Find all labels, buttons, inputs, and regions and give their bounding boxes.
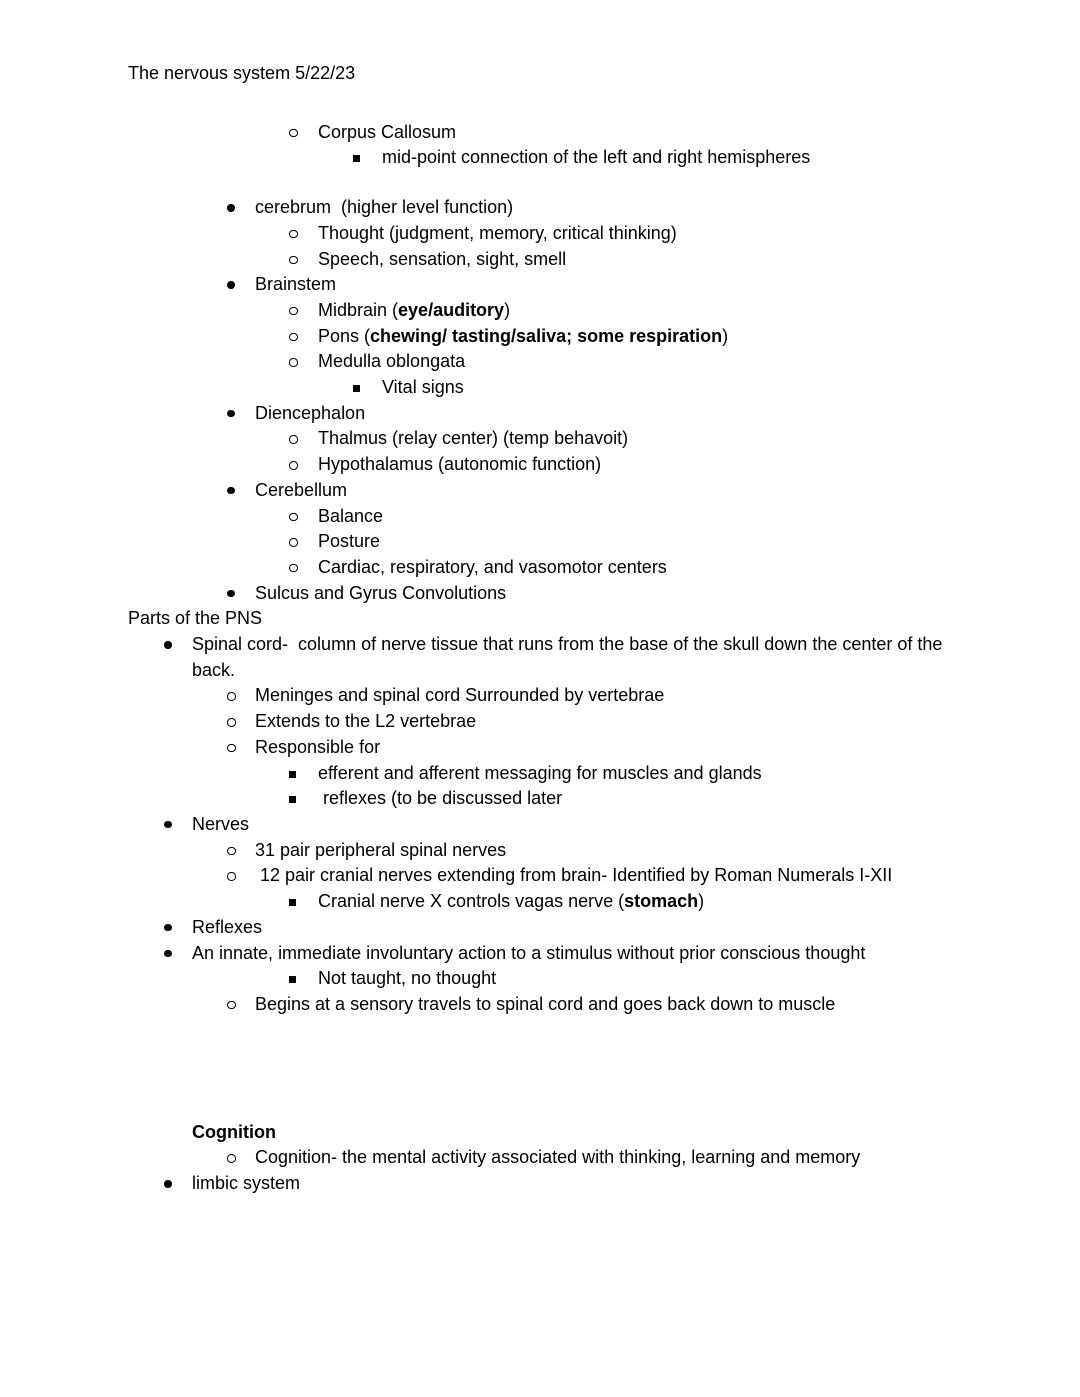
bullet-circle-icon [289, 307, 298, 316]
bullet-circle-icon [227, 744, 236, 753]
section-heading [0, 606, 1080, 632]
list-item-text: Balance [318, 505, 384, 526]
list-item-text: Reflexes [192, 916, 263, 937]
list-item [0, 452, 1080, 478]
list-item [0, 838, 1080, 864]
bullet-square-icon [289, 976, 296, 983]
list-item-text: Not taught, no thought [318, 968, 497, 989]
subsection-heading [0, 1120, 1080, 1146]
list-item-text: Meninges and spinal cord Surrounded by vertebrae [255, 685, 665, 706]
bullet-circle-icon [289, 538, 298, 547]
bullet-circle-icon [289, 256, 298, 265]
bullet-square-icon [289, 796, 296, 803]
list-item [0, 915, 1080, 941]
subsection-heading-text: Cognition [192, 1121, 276, 1142]
list-item [0, 529, 1080, 555]
list-item [0, 375, 1080, 401]
list-item [0, 992, 1080, 1018]
list-item [0, 195, 1080, 221]
list-item-text: Corpus Callosum [318, 121, 457, 142]
bullet-disc-icon [164, 924, 172, 932]
bullet-circle-icon [227, 847, 236, 856]
bullet-disc-icon [227, 204, 235, 212]
list-item [0, 632, 1080, 683]
bullet-circle-icon [227, 718, 236, 727]
list-item [0, 401, 1080, 427]
list-item-text: Cerebellum [255, 479, 348, 500]
list-item [0, 504, 1080, 530]
list-item [0, 1171, 1080, 1197]
list-item [0, 426, 1080, 452]
list-item [0, 247, 1080, 273]
list-item [0, 812, 1080, 838]
list-item [0, 735, 1080, 761]
section-heading-text: Parts of the PNS [128, 608, 263, 629]
list-item-text: 12 pair cranial nerves extending from brain- Identified by Roman Numerals I-XII [255, 865, 893, 886]
list-item [0, 709, 1080, 735]
list-item-text: Thought (judgment, memory, critical thinking) [318, 222, 677, 243]
list-item [0, 889, 1080, 915]
list-item [0, 221, 1080, 247]
list-item-text: Begins at a sensory travels to spinal cord and goes back down to muscle [255, 993, 836, 1014]
bullet-square-icon [353, 385, 360, 392]
list-item-text: Posture [318, 531, 381, 552]
list-item-text: 31 pair peripheral spinal nerves [255, 839, 507, 860]
list-item-text: Vital signs [382, 377, 464, 398]
list-item-text: Hypothalamus (autonomic function) [318, 454, 602, 475]
list-item-text: Sulcus and Gyrus Convolutions [255, 582, 507, 603]
list-item-text: Pons (chewing/ tasting/saliva; some respiration) [318, 325, 729, 346]
bullet-disc-icon [227, 410, 235, 418]
list-item [0, 324, 1080, 350]
list-item [0, 272, 1080, 298]
bullet-circle-icon [289, 129, 298, 138]
page-title [0, 61, 1080, 87]
bullet-circle-icon [227, 1001, 236, 1010]
list-item-text: Nerves [192, 813, 250, 834]
bullet-circle-icon [289, 564, 298, 573]
list-item [0, 941, 1080, 967]
list-item-text: Thalmus (relay center) (temp behavoit) [318, 428, 629, 449]
list-item-text: reflexes (to be discussed later [318, 788, 563, 809]
list-item [0, 349, 1080, 375]
list-item-text: Speech, sensation, sight, smell [318, 248, 567, 269]
list-item-text: Midbrain (eye/auditory) [318, 299, 511, 320]
list-item-text: Diencephalon [255, 402, 366, 423]
bullet-circle-icon [289, 513, 298, 522]
bullet-circle-icon [227, 1154, 236, 1163]
list-item-text: cerebrum (higher level function) [255, 197, 514, 218]
list-item-text: limbic system [192, 1173, 301, 1194]
bullet-circle-icon [227, 872, 236, 881]
list-item-text: Cardiac, respiratory, and vasomotor centers [318, 556, 667, 577]
bullet-disc-icon [164, 1180, 172, 1188]
bullet-circle-icon [289, 358, 298, 367]
list-item-text: Cognition- the mental activity associated with thinking, learning and memory [255, 1147, 861, 1168]
bullet-disc-icon [164, 821, 172, 829]
list-item-text: efferent and afferent messaging for muscles and glands [318, 762, 762, 783]
bullet-circle-icon [289, 333, 298, 342]
list-item-text: Cranial nerve X controls vagas nerve (stomach) [318, 891, 705, 912]
bullet-disc-icon [164, 950, 172, 958]
bullet-circle-icon [227, 692, 236, 701]
list-item [0, 298, 1080, 324]
list-item-text: An innate, immediate involuntary action to a stimulus without prior conscious thought [192, 942, 866, 963]
list-item-text: Medulla oblongata [318, 351, 466, 372]
bullet-circle-icon [289, 435, 298, 444]
list-item-text: Spinal cord- column of nerve tissue that runs from the base of the skull down the center of the back. [192, 634, 948, 680]
bullet-disc-icon [227, 590, 235, 598]
list-item-text: Responsible for [255, 736, 381, 757]
list-item [0, 863, 1080, 889]
bullet-circle-icon [289, 230, 298, 239]
list-item [0, 581, 1080, 607]
bullet-disc-icon [227, 281, 235, 289]
list-item [0, 966, 1080, 992]
list-item [0, 478, 1080, 504]
list-item [0, 555, 1080, 581]
list-item [0, 683, 1080, 709]
list-item-text: Extends to the L2 vertebrae [255, 711, 477, 732]
bullet-square-icon [353, 155, 360, 162]
bullet-square-icon [289, 771, 296, 778]
bullet-disc-icon [227, 487, 235, 495]
list-item-text: mid-point connection of the left and right hemispheres [382, 147, 811, 168]
list-item [0, 120, 1080, 146]
page-title-text: The nervous system 5/22/23 [128, 63, 356, 83]
list-item-text: Brainstem [255, 274, 337, 295]
bullet-circle-icon [289, 461, 298, 470]
list-item [0, 145, 1080, 171]
list-item [0, 1145, 1080, 1171]
list-item [0, 761, 1080, 787]
bullet-disc-icon [164, 641, 172, 649]
bullet-square-icon [289, 899, 296, 906]
list-item [0, 786, 1080, 812]
